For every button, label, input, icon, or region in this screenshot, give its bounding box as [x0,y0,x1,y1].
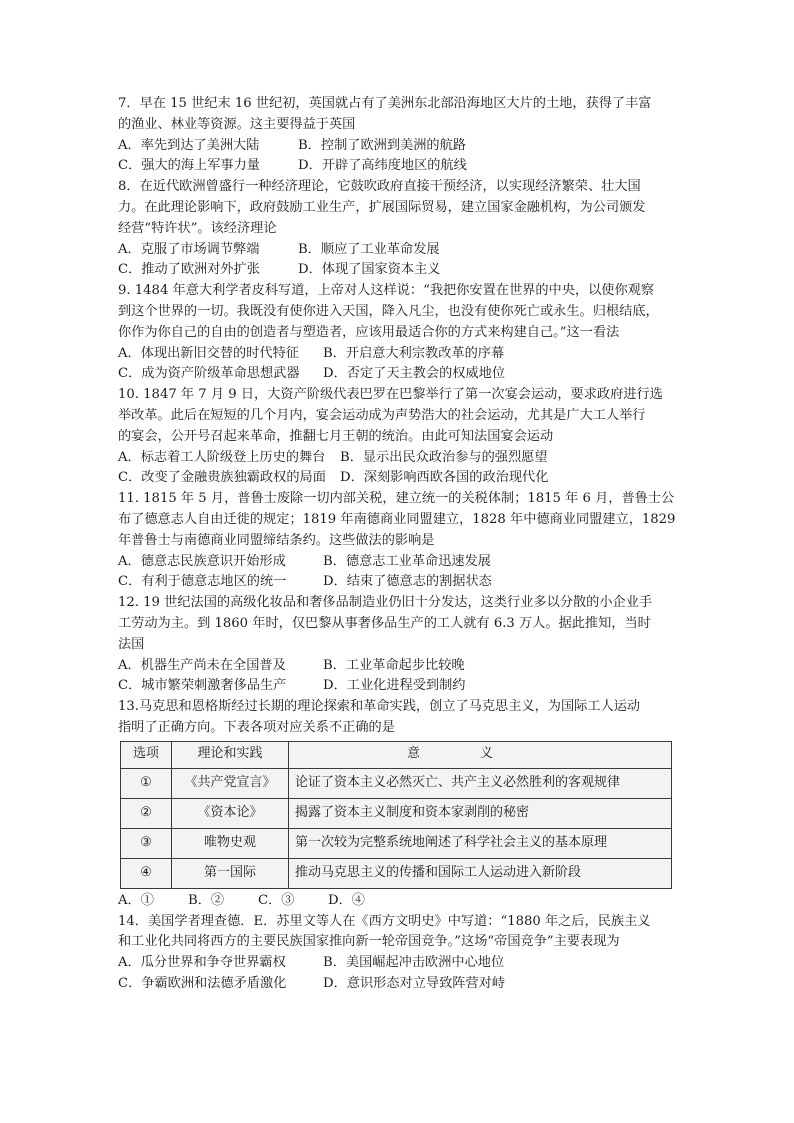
question-12-option-a[interactable]: A．机器生产尚未在全国普及 [118,657,286,673]
question-12-option-b[interactable]: B．工业革命起步比较晚 [323,657,465,673]
table-cell-theory: 《共产党宣言》 [172,768,289,798]
question-12-option-c[interactable]: C．城市繁荣刺激奢侈品生产 [118,678,287,694]
table-header-meaning: 意义 [289,741,672,768]
table-row [121,828,672,858]
question-10-option-b[interactable]: B．显示出民众政治参与的强烈愿望 [340,449,548,465]
question-9-option-a[interactable]: A．体现出新旧交替的时代特征 [118,345,299,361]
question-13-line-1: 13.马克思和恩格斯经过长期的理论探索和革命实践，创立了马克思主义，为国际工人运动 [118,699,641,715]
question-10-option-d[interactable]: D．深刻影响西欧各国的政治现代化 [340,470,549,486]
question-11-option-c[interactable]: C．有利于德意志地区的统一 [118,574,287,590]
question-9-option-b[interactable]: B．开启意大利宗教改革的序幕 [323,345,505,361]
question-14-line-2: 和工业化共同将西方的主要民族国家推向新一轮帝国竞争。”这场“帝国竞争”主要表现为 [118,934,620,950]
question-11-options-row-1 [118,552,678,573]
table-header-row [121,741,672,768]
table-header-option: 选项 [121,741,172,768]
question-8-option-c[interactable]: C．推动了欧洲对外扩张 [118,262,260,278]
question-content [118,94,678,995]
question-8-options-row-2 [118,260,678,281]
question-10-option-a[interactable]: A．标志着工人阶级登上历史的舞台 [118,449,326,465]
question-7-option-a[interactable]: A．率先到达了美洲大陆 [118,137,260,153]
question-11 [118,489,678,593]
question-7-option-d[interactable]: D．开辟了高纬度地区的航线 [298,158,467,174]
table-cell-meaning: 论证了资本主义必然灭亡、共产主义必然胜利的客观规律 [289,768,672,798]
question-11-options-row-2 [118,572,678,593]
table-cell-option: ③ [121,828,172,858]
question-11-line-3: 年普鲁士与南德商业同盟缔结条约。这些做法的影响是 [118,532,435,548]
question-13-option-a[interactable]: A．① [118,892,154,908]
question-9-option-c[interactable]: C．成为资产阶级革命思想武器 [118,366,300,382]
question-11-option-d[interactable]: D．结束了德意志的割据状态 [323,574,492,590]
question-12-options-row-1 [118,656,678,677]
question-13-options [118,891,678,912]
question-8-options-row-1 [118,240,678,261]
question-8-option-a[interactable]: A．克服了市场调节弊端 [118,241,260,257]
question-10-line-1: 10. 1847 年 7 月 9 日，大资产阶级代表巴罗在巴黎举行了第一次宴会运动，要求政府进行选 [118,387,663,403]
question-13-line-2: 指明了正确方向。下表各项对应关系不正确的是 [118,719,395,735]
question-14-line-1: 14．美国学者理查德．E．苏里文等人在《西方文明史》中写道：“1880 年之后，民族主义 [118,913,651,929]
question-10-options-row-1 [118,448,678,469]
question-14-option-b[interactable]: B．美国崛起冲击欧洲中心地位 [323,955,505,971]
question-12-line-3: 法国 [118,636,145,652]
question-7-line-2: 的渔业、林业等资源。这主要得益于英国 [118,116,356,132]
question-12-line-1: 12. 19 世纪法国的高级化妆品和奢侈品制造业仍旧十分发达，这类行业多以分散的小企业手 [118,595,653,611]
question-9-line-3: 你作为你自己的自由的创造者与塑造者，应该用最适合你的方式来构建自己。”这一看法 [118,324,620,340]
question-9-options-row-1 [118,344,678,365]
table-row [121,858,672,888]
table-cell-theory: 《资本论》 [172,798,289,828]
table-row [121,798,672,828]
question-8-line-1: 8．在近代欧洲曾盛行一种经济理论，它鼓吹政府直接干预经济，以实现经济繁荣、壮大国 [118,179,641,195]
table-cell-meaning: 揭露了资本主义制度和资本家剥削的秘密 [289,798,672,828]
question-14-options-row-1 [118,953,678,974]
question-10-line-3: 的宴会，公开号召起来革命，推翻七月王朝的统治。由此可知法国宴会运动 [118,428,554,444]
question-14-option-a[interactable]: A．瓜分世界和争夺世界霸权 [118,955,286,971]
question-11-line-2: 布了德意志人自由迁徙的规定；1819 年南德商业同盟建立，1828 年中德商业同盟建立，1829 [118,511,676,527]
question-7-line-1: 7．早在 15 世纪末 16 世纪初，英国就占有了美洲东北部沿海地区大片的土地，获得了丰富 [118,96,652,111]
question-8 [118,177,678,281]
table-cell-meaning: 第一次较为完整系统地阐述了科学社会主义的基本原理 [289,828,672,858]
table-cell-option: ④ [121,858,172,888]
question-10 [118,385,678,489]
question-11-option-a[interactable]: A．德意志民族意识开始形成 [118,553,286,569]
question-10-options-row-2 [118,468,678,489]
question-9-line-2: 到这个世界的一切。我既没有使你进入天国，降入凡尘，也没有使你死亡或永生。归根结底， [118,303,659,319]
question-9 [118,281,678,385]
question-13-option-b[interactable]: B．② [188,892,225,908]
table-header-theory: 理论和实践 [172,741,289,768]
question-7-options-row-1 [118,136,678,157]
question-12-line-2: 工劳动为主。到 1860 年时，仅巴黎从事奢侈品生产的工人就有 6.3 万人。据此推知，当时 [118,615,651,631]
question-13-option-d[interactable]: D．④ [328,892,365,908]
question-7-options-row-2 [118,156,678,177]
question-10-line-2: 举改革。此后在短短的几个月内，宴会运动成为声势浩大的社会运动，尤其是广大工人举行 [118,407,646,423]
table-cell-option: ① [121,768,172,798]
question-14 [118,912,678,995]
question-7 [118,94,678,177]
question-9-option-d[interactable]: D．否定了天主教会的权威地位 [323,366,506,382]
question-12-options-row-2 [118,676,678,697]
question-9-line-1: 9. 1484 年意大利学者皮科写道，上帝对人这样说：“我把你安置在世界的中央，以使你观察 [118,283,655,299]
question-8-line-3: 经营“特许状”。该经济理论 [118,220,277,236]
question-8-option-b[interactable]: B．顺应了工业革命发展 [298,241,440,257]
question-7-option-b[interactable]: B．控制了欧洲到美洲的航路 [298,137,466,153]
question-12-option-d[interactable]: D．工业化进程受到制约 [323,678,466,694]
question-14-option-d[interactable]: D．意识形态对立导致阵营对峙 [323,975,506,991]
question-10-option-c[interactable]: C．改变了金融贵族独霸政权的局面 [118,470,326,486]
table-cell-meaning: 推动马克思主义的传播和国际工人运动进入新阶段 [289,858,672,888]
question-14-options-row-2 [118,974,678,995]
question-7-option-c[interactable]: C．强大的海上军事力量 [118,158,260,174]
question-13 [118,697,678,911]
question-11-line-1: 11. 1815 年 5 月，普鲁士废除一切内部关税，建立统一的关税体制；1815 年 6 月，普鲁士公 [118,491,675,507]
question-13-option-c[interactable]: C．③ [258,892,295,908]
table-row [121,768,672,798]
question-9-options-row-2 [118,364,678,385]
question-13-table [120,741,672,889]
table-cell-option: ② [121,798,172,828]
table-cell-theory: 第一国际 [172,858,289,888]
question-11-option-b[interactable]: B．德意志工业革命迅速发展 [323,553,491,569]
question-12 [118,593,678,697]
question-14-option-c[interactable]: C．争霸欧洲和法德矛盾激化 [118,975,287,991]
table-cell-theory: 唯物史观 [172,828,289,858]
question-8-line-2: 力。在此理论影响下，政府鼓励工业生产，扩展国际贸易，建立国家金融机构，为公司颁发 [118,199,646,215]
question-8-option-d[interactable]: D．体现了国家资本主义 [298,262,441,278]
